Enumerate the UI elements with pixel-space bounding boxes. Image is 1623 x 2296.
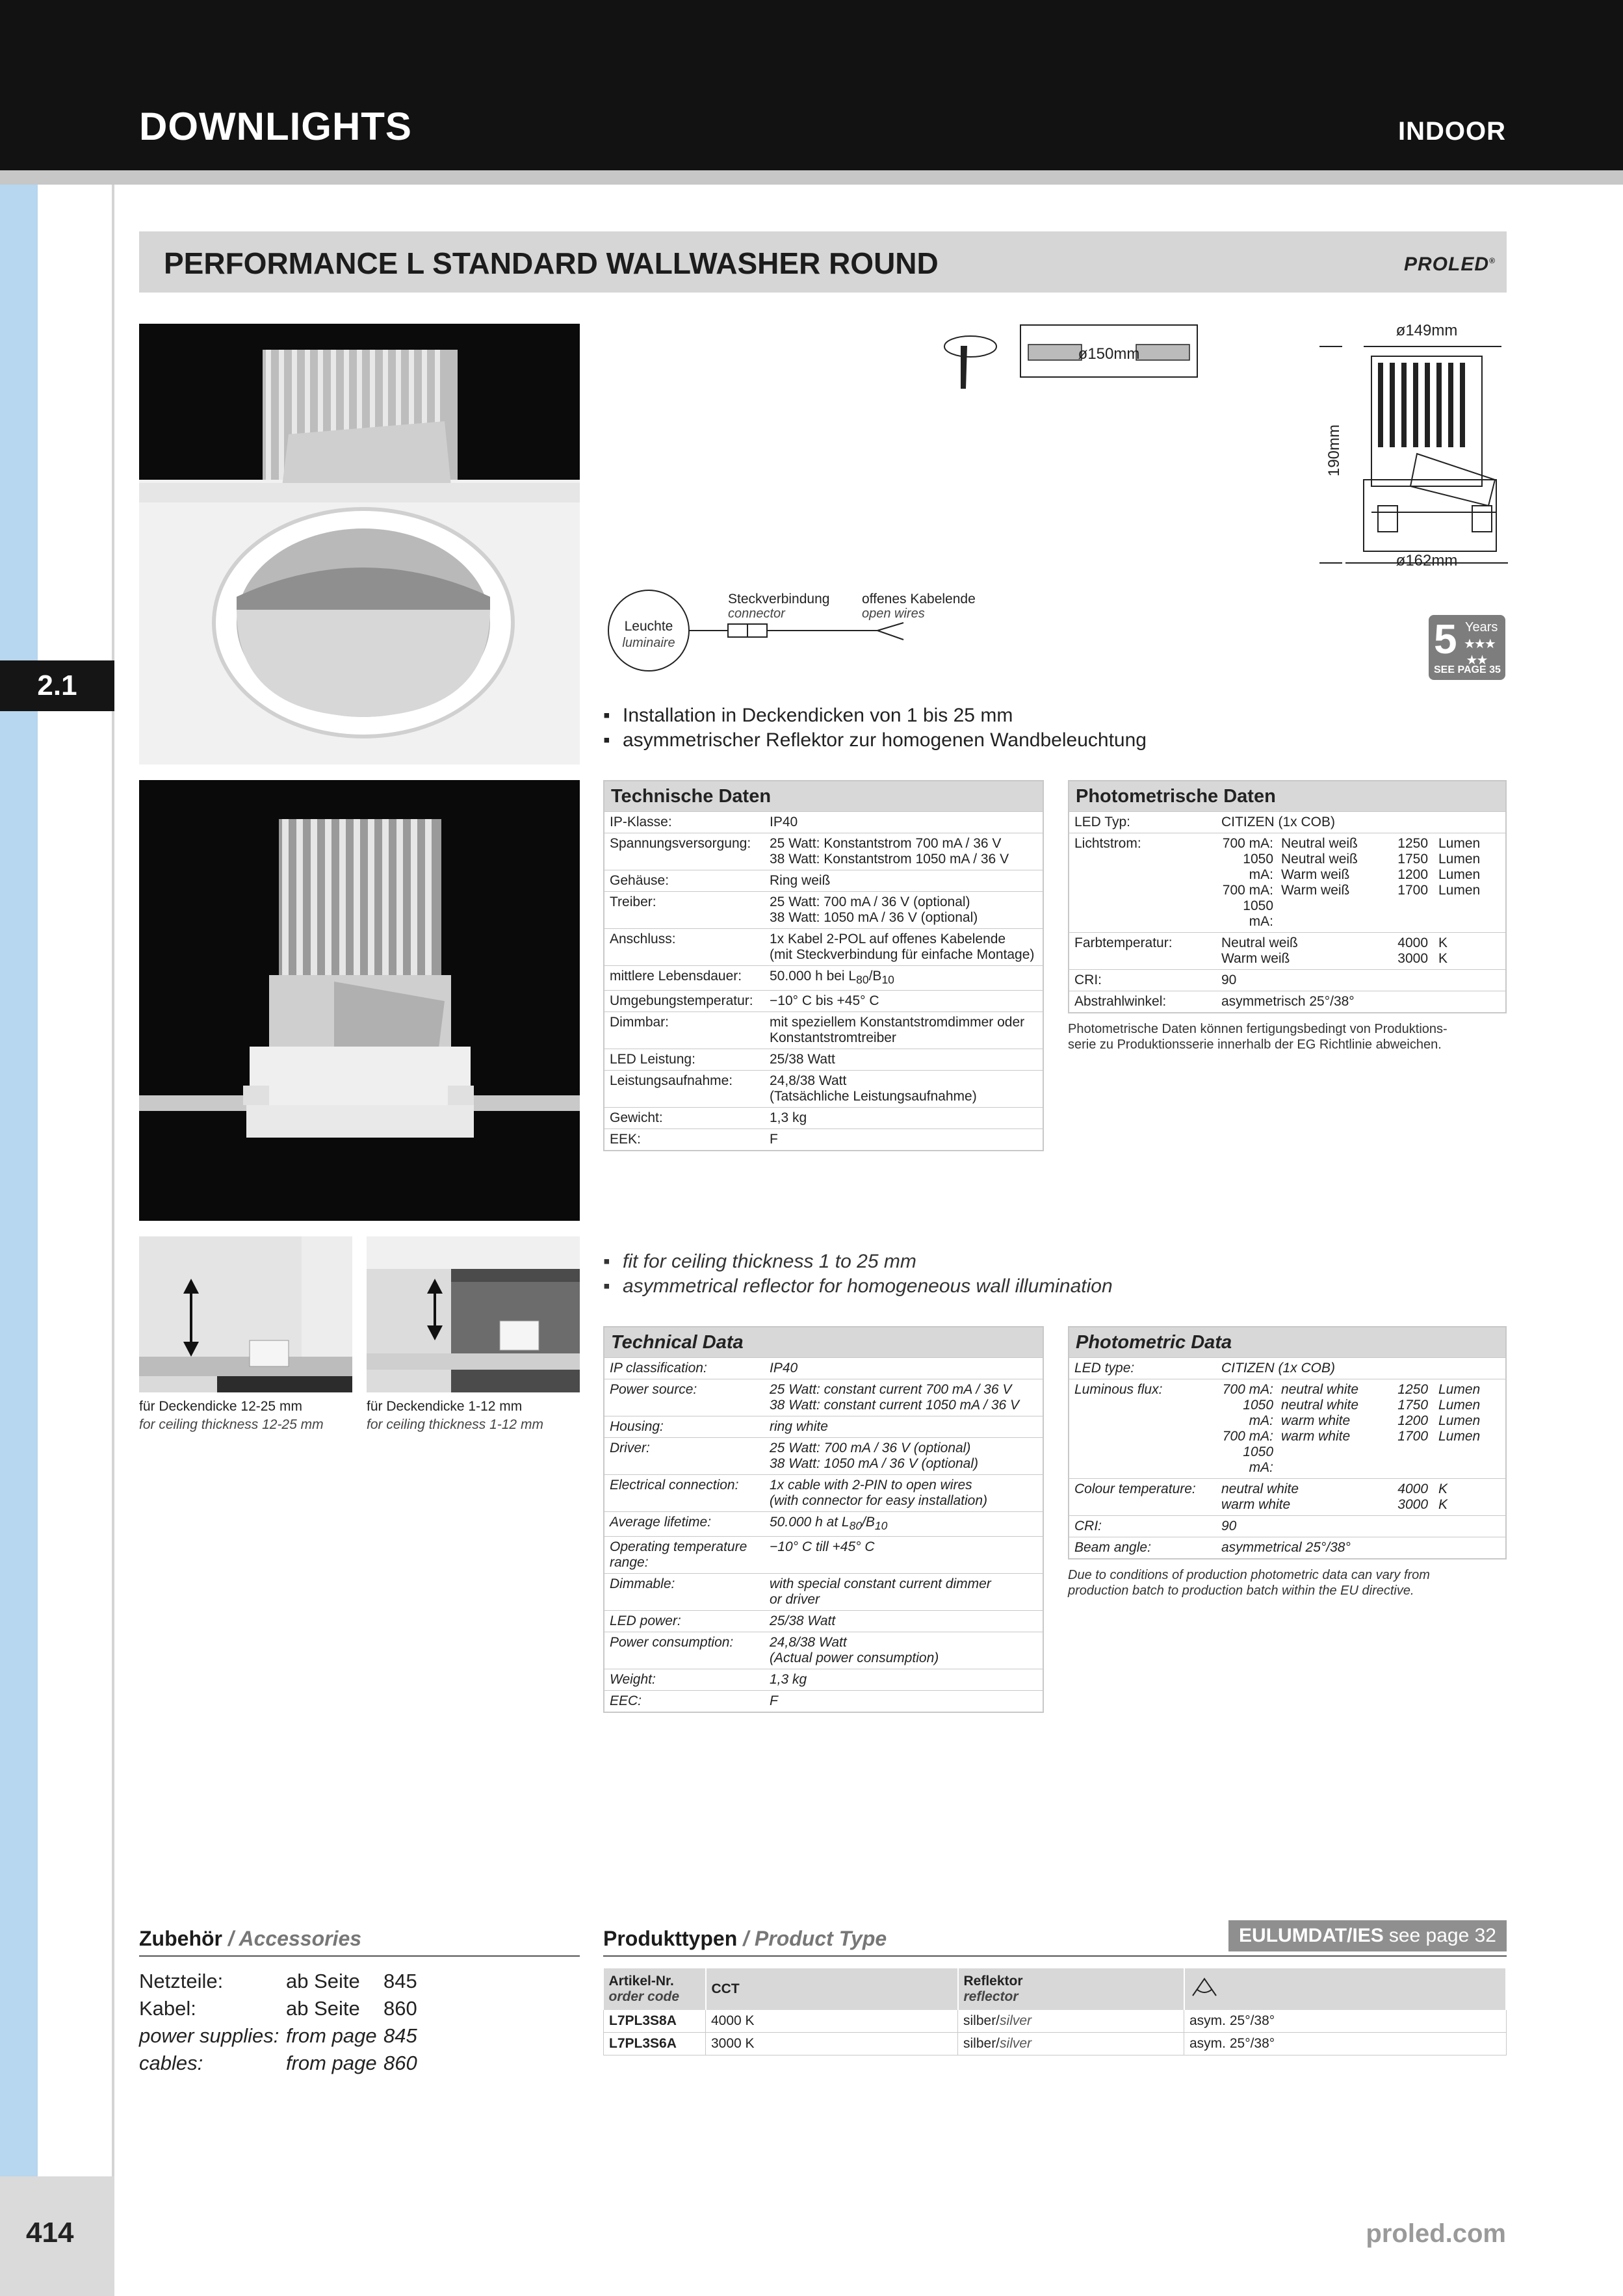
accessory-page-label: ab Seite [286, 1970, 360, 1992]
photo-en-beam-row [1069, 1537, 1506, 1559]
proled-logo: PROLED® [1404, 254, 1496, 275]
cct-value: 4000 K [706, 2010, 958, 2033]
tech-de-row [604, 1071, 1043, 1108]
tech-en-row [604, 1669, 1043, 1691]
connector-en: connector [728, 607, 785, 621]
open-wires-en: open wires [862, 607, 925, 621]
tech-en-label: Electrical connection: [604, 1475, 764, 1512]
tech-de-label: Anschluss: [604, 929, 764, 966]
photo-de-flux-unit: Lumen Lumen Lumen Lumen [1433, 833, 1506, 933]
tech-de-row [604, 833, 1043, 870]
tech-en-value: 24,8/38 Watt (Actual power consumption) [764, 1632, 1043, 1669]
tech-en-label: IP classification: [604, 1358, 764, 1379]
tech-en-row [604, 1358, 1043, 1379]
tech-de-row [604, 870, 1043, 892]
photo-en-cri-value: 90 [1216, 1516, 1506, 1537]
tech-en-label: Housing: [604, 1416, 764, 1438]
accessory-page-number[interactable]: 845 [383, 2024, 417, 2047]
caption-1-12-en: for ceiling thickness 1-12 mm [367, 1417, 543, 1432]
open-wires-de: offenes Kabelende [862, 592, 976, 607]
tech-en-value: 25 Watt: constant current 700 mA / 36 V 38 Watt: constant current 1050 mA / 36 V [764, 1379, 1043, 1416]
tech-en-value: −10° C till +45° C [764, 1537, 1043, 1574]
guarantee-badge [1429, 615, 1505, 680]
product-photo-installed [139, 324, 580, 764]
tech-en-row [604, 1512, 1043, 1537]
tech-en-label: Power source: [604, 1379, 764, 1416]
tech-de-row [604, 1012, 1043, 1049]
bullets-en [603, 1249, 1113, 1299]
product-type-row [604, 2010, 1507, 2033]
product-types-table [603, 1968, 1507, 2055]
tech-en-row [604, 1632, 1043, 1669]
caption-1-12-de: für Deckendicke 1-12 mm [367, 1399, 523, 1414]
beam-angle-value: asym. 25°/38° [1184, 2033, 1507, 2055]
photo-en-flux-value: 1250 1750 1200 1700 [1384, 1379, 1433, 1479]
dim-cutout: ø150mm [1078, 345, 1140, 363]
tech-de-label: Spannungsversorgung: [604, 833, 764, 870]
photo-en-title: Photometric Data [1069, 1327, 1506, 1358]
tech-data-en-table [603, 1326, 1044, 1713]
photo-en-flux-row [1069, 1379, 1506, 1479]
col-article: Artikel-Nr. order code [604, 1968, 706, 2010]
tech-en-value: 25/38 Watt [764, 1611, 1043, 1632]
accessory-label: power supplies: [139, 2024, 279, 2047]
eulumdat-link[interactable]: EULUMDAT/IES see page 32 [1228, 1920, 1507, 1951]
photo-en-led-value: CITIZEN (1x COB) [1216, 1358, 1506, 1379]
photo-de-led-label: LED Typ: [1069, 812, 1216, 833]
photo-en-cri-label: CRI: [1069, 1516, 1216, 1537]
tech-en-value: with special constant current dimmer or driver [764, 1574, 1043, 1611]
tech-en-label: Power consumption: [604, 1632, 764, 1669]
col-cct: CCT [706, 1968, 958, 2010]
product-types-title: Produkttypen / Product Type [603, 1927, 887, 1950]
caption-12-25-de: für Deckendicke 12-25 mm [139, 1399, 302, 1414]
tech-en-value: 50.000 h at $L_{80}/B_{10}$ [764, 1512, 1043, 1537]
tech-de-label: Treiber: [604, 892, 764, 929]
photo-en-flux-cct: neutral white neutral white warm white warm white [1276, 1379, 1384, 1479]
dim-bottom: ø162mm [1396, 552, 1458, 569]
guarantee-years-number: 5 [1434, 616, 1457, 662]
tech-en-row [604, 1475, 1043, 1512]
ceiling-photo-12-25 [139, 1236, 352, 1392]
photo-de-flux-cct: Neutral weiß Neutral weiß Warm weiß Warm weiß [1276, 833, 1384, 933]
tech-de-value: F [764, 1129, 1043, 1151]
tech-de-row [604, 812, 1043, 833]
photometric-de-table [1068, 780, 1507, 1013]
tech-en-label: Operating temperature range: [604, 1537, 764, 1574]
ceiling-photo-1-12 [367, 1236, 580, 1392]
tech-en-value: ring white [764, 1416, 1043, 1438]
accessory-page-number[interactable]: 860 [383, 2052, 417, 2074]
tech-de-value: 50.000 h bei $L_{80}/B_{10}$ [764, 966, 1043, 991]
tech-en-value: 25 Watt: 700 mA / 36 V (optional) 38 Watt: 1050 mA / 36 V (optional) [764, 1438, 1043, 1475]
tech-de-value: −10° C bis +45° C [764, 991, 1043, 1012]
photo-de-led-value: CITIZEN (1x COB) [1216, 812, 1506, 833]
side-band [0, 185, 38, 2176]
tech-en-value: 1,3 kg [764, 1669, 1043, 1691]
tech-en-row [604, 1416, 1043, 1438]
tech-de-value: 24,8/38 Watt (Tatsächliche Leistungsaufnahme) [764, 1071, 1043, 1108]
tech-en-row [604, 1438, 1043, 1475]
tech-de-value: 1x Kabel 2-POL auf offenes Kabelende (mit Steckverbindung für einfache Montage) [764, 929, 1043, 966]
bullet-de-2: ▪ asymmetrischer Reflektor zur homogenen Wandbeleuchtung [603, 729, 1147, 751]
photo-en-led-label: LED type: [1069, 1358, 1216, 1379]
accessory-page-label: from page [286, 2024, 377, 2047]
dim-height: 190mm [1325, 424, 1343, 477]
connector-de: Steckverbindung [728, 592, 830, 607]
photo-de-cri-label: CRI: [1069, 970, 1216, 991]
caption-12-25 [139, 1398, 324, 1434]
tech-en-value: IP40 [764, 1358, 1043, 1379]
photo-en-beam-label: Beam angle: [1069, 1537, 1216, 1559]
photometric-en-table [1068, 1326, 1507, 1559]
wiring-diagram [604, 585, 994, 683]
photo-en-cri-row [1069, 1516, 1506, 1537]
bullet-en-1: ▪ fit for ceiling thickness 1 to 25 mm [603, 1251, 916, 1272]
accessories-rule [139, 1955, 580, 1957]
caption-12-25-en: for ceiling thickness 12-25 mm [139, 1417, 324, 1432]
header-stripe [0, 170, 1623, 185]
photo-en-cct-name: neutral white warm white [1216, 1479, 1384, 1516]
tech-de-row [604, 966, 1043, 991]
tech-de-row [604, 1049, 1043, 1071]
photo-de-cct-row [1069, 933, 1506, 970]
page-number: 414 [26, 2217, 74, 2249]
tech-de-row [604, 1129, 1043, 1151]
photo-de-cri-value: 90 [1216, 970, 1506, 991]
photo-de-cct-unit: K K [1433, 933, 1506, 970]
photo-en-cct-label: Colour temperature: [1069, 1479, 1216, 1516]
tech-de-value: IP40 [764, 812, 1043, 833]
accessory-page-number[interactable]: 845 [383, 1970, 417, 1992]
photo-en-led-row [1069, 1358, 1506, 1379]
accessory-page-number[interactable]: 860 [383, 1997, 417, 2020]
tech-en-label: LED power: [604, 1611, 764, 1632]
dim-top: ø149mm [1396, 322, 1458, 339]
tech-en-label: Average lifetime: [604, 1512, 764, 1537]
beam-angle-icon [1190, 1976, 1219, 1998]
tech-en-value: F [764, 1691, 1043, 1713]
photo-en-flux-unit: Lumen Lumen Lumen Lumen [1433, 1379, 1506, 1479]
tech-de-label: Dimmbar: [604, 1012, 764, 1049]
photo-en-flux-current: 700 mA: 1050 mA: 700 mA: 1050 mA: [1216, 1379, 1276, 1479]
website-link[interactable]: proled.com [1366, 2219, 1506, 2248]
accessory-label: Kabel: [139, 1997, 196, 2020]
photo-de-cct-name: Neutral weiß Warm weiß [1216, 933, 1384, 970]
tech-de-label: Leistungsaufnahme: [604, 1071, 764, 1108]
product-type-row [604, 2033, 1507, 2055]
stars-icon: ★★★ ★★ [1464, 637, 1495, 668]
chapter-tab[interactable]: 2.1 [0, 660, 114, 711]
tech-de-label: Gehäuse: [604, 870, 764, 892]
tech-de-label: mittlere Lebensdauer: [604, 966, 764, 991]
product-types-rule [603, 1955, 1507, 1957]
tech-en-row [604, 1691, 1043, 1713]
col-beam-angle [1184, 1968, 1507, 2010]
order-code: L7PL3S6A [604, 2033, 706, 2055]
tech-de-value: 25 Watt: 700 mA / 36 V (optional) 38 Watt: 1050 mA / 36 V (optional) [764, 892, 1043, 929]
photo-en-cct-value: 4000 3000 [1384, 1479, 1433, 1516]
photo-de-flux-current: 700 mA: 1050 mA: 700 mA: 1050 mA: [1216, 833, 1276, 933]
tech-en-value: 1x cable with 2-PIN to open wires (with connector for easy installation) [764, 1475, 1043, 1512]
tech-de-value: Ring weiß [764, 870, 1043, 892]
accessory-label: cables: [139, 2052, 203, 2074]
photometric-note-de: Photometrische Daten können fertigungsbedingt von Produktions- serie zu Produktionsserie innerhalb der EG Richtlinie abweichen. [1068, 1022, 1448, 1052]
order-code: L7PL3S8A [604, 2010, 706, 2033]
photo-de-title: Photometrische Daten [1069, 781, 1506, 812]
col-reflector: Reflektor reflector [958, 1968, 1184, 2010]
reflector-value: silber/silver [958, 2010, 1184, 2033]
photo-de-cct-value: 4000 3000 [1384, 933, 1433, 970]
photo-de-flux-value: 1250 1750 1200 1700 [1384, 833, 1433, 933]
tech-de-label: Umgebungstemperatur: [604, 991, 764, 1012]
tech-en-label: Driver: [604, 1438, 764, 1475]
bullet-en-2: ▪ asymmetrical reflector for homogeneous wall illumination [603, 1275, 1113, 1297]
tech-de-label: IP-Klasse: [604, 812, 764, 833]
photometric-note-en: Due to conditions of production photometric data can vary from production batch to production batch within the EU directive. [1068, 1568, 1430, 1598]
photo-de-cct-label: Farbtemperatur: [1069, 933, 1216, 970]
accessory-page-label: ab Seite [286, 1997, 360, 2020]
tech-en-label: Weight: [604, 1669, 764, 1691]
guarantee-years-label: Years [1465, 620, 1498, 634]
photo-en-beam-value: asymmetrical 25°/38° [1216, 1537, 1506, 1559]
bullet-de-1: ▪ Installation in Deckendicken von 1 bis 25 mm [603, 705, 1013, 726]
accessory-page-label: from page [286, 2052, 377, 2074]
luminaire-de: Leuchte [624, 619, 673, 634]
tech-data-de-table [603, 780, 1044, 1151]
caption-1-12 [367, 1398, 543, 1434]
photo-de-beam-label: Abstrahlwinkel: [1069, 991, 1216, 1013]
tech-de-row [604, 1108, 1043, 1129]
tech-de-title: Technische Daten [604, 781, 1043, 812]
photo-de-cri-row [1069, 970, 1506, 991]
tech-en-title: Technical Data [604, 1327, 1043, 1358]
photo-de-beam-row [1069, 991, 1506, 1013]
photo-de-led-row [1069, 812, 1506, 833]
photo-de-flux-label: Lichtstrom: [1069, 833, 1216, 933]
dimension-drawing [923, 317, 1521, 577]
bullets-de [603, 703, 1147, 753]
product-photo-side [139, 780, 580, 1221]
accessory-label: Netzteile: [139, 1970, 224, 1992]
beam-angle-value: asym. 25°/38° [1184, 2010, 1507, 2033]
tech-de-value: 1,3 kg [764, 1108, 1043, 1129]
tech-de-value: mit speziellem Konstantstromdimmer oder Konstantstromtreiber [764, 1012, 1043, 1049]
tech-de-label: EEK: [604, 1129, 764, 1151]
category-label: INDOOR [1398, 117, 1506, 146]
luminaire-en: luminaire [622, 636, 675, 650]
photo-en-cct-unit: K K [1433, 1479, 1506, 1516]
accessories-title: Zubehör / Accessories [139, 1927, 362, 1950]
tech-en-label: EEC: [604, 1691, 764, 1713]
tech-en-label: Dimmable: [604, 1574, 764, 1611]
tech-en-row [604, 1537, 1043, 1574]
tech-en-row [604, 1574, 1043, 1611]
photo-de-beam-value: asymmetrisch 25°/38° [1216, 991, 1506, 1013]
tech-de-value: 25/38 Watt [764, 1049, 1043, 1071]
tech-de-label: Gewicht: [604, 1108, 764, 1129]
photo-de-flux-row [1069, 833, 1506, 933]
tech-de-row [604, 892, 1043, 929]
side-divider [112, 185, 114, 2296]
photo-en-cct-row [1069, 1479, 1506, 1516]
section-title: DOWNLIGHTS [139, 105, 412, 148]
tech-de-label: LED Leistung: [604, 1049, 764, 1071]
reflector-value: silber/silver [958, 2033, 1184, 2055]
guarantee-see-page: SEE PAGE 35 [1434, 664, 1501, 675]
tech-en-row [604, 1611, 1043, 1632]
cct-value: 3000 K [706, 2033, 958, 2055]
tech-en-row [604, 1379, 1043, 1416]
photo-en-flux-label: Luminous flux: [1069, 1379, 1216, 1479]
tech-de-row [604, 929, 1043, 966]
tech-de-row [604, 991, 1043, 1012]
tech-de-value: 25 Watt: Konstantstrom 700 mA / 36 V 38 Watt: Konstantstrom 1050 mA / 36 V [764, 833, 1043, 870]
product-title: PERFORMANCE L STANDARD WALLWASHER ROUND [164, 246, 939, 280]
